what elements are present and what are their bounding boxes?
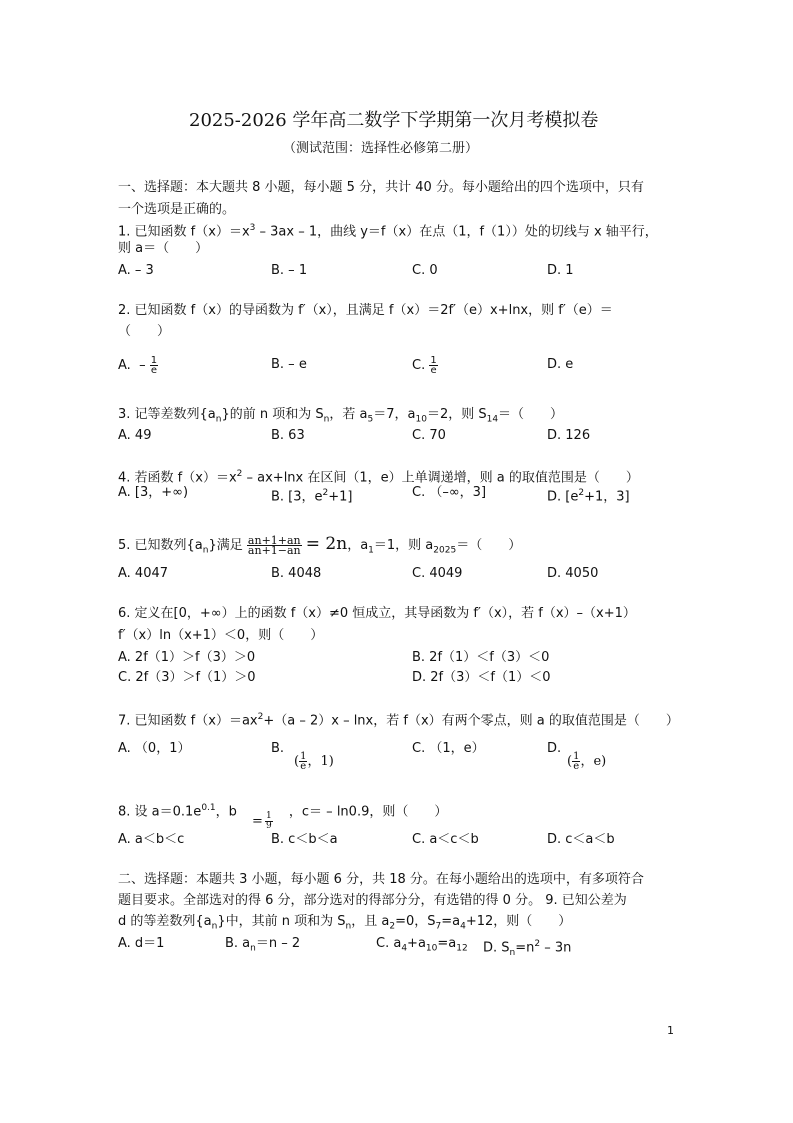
q1-stem: 1. 已知函数 $f(x)=x^3 - 3ax - 1$，曲线 y＝f（x）在点（1，f（1））处的切线与 x 轴平行， <box>118 223 658 240</box>
q3-option-b: B. 63 <box>271 428 305 443</box>
q6-option-a: A. 2f（1）＞f（3）＞0 <box>118 650 256 665</box>
q9-stem: d 的等差数列$\{a_n\}$中，其前 n 项和为 $S_n$，且 $a_2=0$，$S_7=a_4+12$，则（ ） <box>118 914 572 932</box>
section2-heading-cont: 题目要求。全部选对的得 6 分，部分选对的得部分分，有选错的得 0 分。 9. 已知公差为 <box>118 893 627 908</box>
q7-option-c: C. （1，e） <box>412 741 485 756</box>
q2-option-d: D. e <box>547 357 574 372</box>
section1-heading: 一、选择题：本大题共 8 小题，每小题 5 分，共计 40 分。每小题给出的四个选项中，只有 <box>118 180 644 195</box>
q3-stem: 3. 记等差数列$\{a_n\}$的前 n 项和为 $S_n$，若 $a_5=7$，$a_{10}=2$，则 $S_{14}=$（ ） <box>118 407 564 425</box>
q2-stem: 2. 已知函数 f（x）的导函数为 f′（x），且满足 f（x）＝2f′（e）x+lnx，则 f′（e）＝ <box>118 303 613 318</box>
q9-option-c: C. $a_4+a_{10}=a_{12}$ <box>376 936 468 954</box>
q1-option-d: D. 1 <box>547 263 574 278</box>
q7-option-b-value: ( $\frac{1}{e}$ ，1) <box>294 751 334 772</box>
q6-stem-cont: f′（x）ln（x+1）＜0，则（ ） <box>118 628 324 643</box>
q7-option-a: A. （0，1） <box>118 741 191 756</box>
q2-option-c: C. $\frac{1}{e}$ <box>412 355 437 376</box>
q7-option-d-value: ( $\frac{1}{e}$ ，e) <box>567 751 607 772</box>
q9-option-b: B. $a_n=n - 2$ <box>225 936 301 954</box>
q8-stem: 8. 设 $a=0.1e^{0.1}$，b ，c＝ – ln0.9，则（ ） <box>118 803 448 820</box>
q2-stem-cont: （ ） <box>118 324 171 339</box>
q4-option-c: C. （–∞，3] <box>412 485 487 500</box>
q7-option-d-label: D. <box>547 741 562 756</box>
q9-option-a: A. d＝1 <box>118 936 165 951</box>
q4-option-b: B. [3，$e^2+1$] <box>271 488 353 505</box>
page-subtitle: （测试范围：选择性必修第二册） <box>283 141 479 156</box>
page-number: 1 <box>667 1024 674 1037</box>
q4-option-d: D. [$e^2+1$，3] <box>547 488 630 505</box>
q5-option-d: D. 4050 <box>547 566 599 581</box>
q9-option-d: D. $S_n=n^2 - 3n$ <box>483 939 572 958</box>
q2-option-b: B. – e <box>271 357 307 372</box>
q1-option-b: B. – 1 <box>271 263 308 278</box>
q7-stem: 7. 已知函数 $f(x)=ax^2+(a - 2)x - \ln x$，若 f（x）有两个零点，则 a 的取值范围是（ ） <box>118 712 679 729</box>
q6-option-b: B. 2f（1）＜f（3）＜0 <box>412 650 550 665</box>
q1-stem-cont: 则 a＝（ ） <box>118 241 209 256</box>
q2-option-a: A. – $\frac{1}{e}$ <box>118 355 158 376</box>
q8-b-value: = <box>252 814 263 829</box>
q5-option-b: B. 4048 <box>271 566 322 581</box>
q8-option-d: D. c＜a＜b <box>547 832 615 847</box>
q4-stem: 4. 若函数 $f(x)=x^2 - ax+\ln x$ 在区间（1，e）上单调递增，则 a 的取值范围是（ ） <box>118 469 639 486</box>
q5-option-c: C. 4049 <box>412 566 463 581</box>
q8-option-c: C. a＜c＜b <box>412 832 479 847</box>
q3-option-a: A. 49 <box>118 428 152 443</box>
q8-option-a: A. a＜b＜c <box>118 832 185 847</box>
section2-heading: 二、选择题：本题共 3 小题，每小题 6 分，共 18 分。在每小题给出的选项中，有多项符合 <box>118 872 644 887</box>
q5-stem: 5. 已知数列$\{a_n\}$满足 $\frac{an+1+an}{an+1-an}$ = 2n，$a_1=1$，则 $a_{2025}=$（ ） <box>118 534 522 557</box>
q5-option-a: A. 4047 <box>118 566 169 581</box>
q1-option-c: C. 0 <box>412 263 438 278</box>
section1-heading-cont: 一个选项是正确的。 <box>118 202 236 217</box>
page-title: 2025-2026 学年高二数学下学期第一次月考模拟卷 <box>189 110 599 131</box>
q6-option-d: D. 2f（3）＜f（1）＜0 <box>412 670 551 685</box>
q7-option-b-label: B. <box>271 741 285 756</box>
q3-option-c: C. 70 <box>412 428 446 443</box>
q6-option-c: C. 2f（3）＞f（1）＞0 <box>118 670 256 685</box>
q3-option-d: D. 126 <box>547 428 591 443</box>
q4-option-a: A. [3，+∞) <box>118 485 189 500</box>
q1-option-a: A. – 3 <box>118 263 154 278</box>
q8-b-fraction: $\frac{1}{9}$ <box>266 811 272 831</box>
q8-option-b: B. c＜b＜a <box>271 832 338 847</box>
q6-stem: 6. 定义在[0，+∞）上的函数 f（x）≠0 恒成立，其导函数为 f′（x），若 f（x）–（x+1） <box>118 606 636 621</box>
